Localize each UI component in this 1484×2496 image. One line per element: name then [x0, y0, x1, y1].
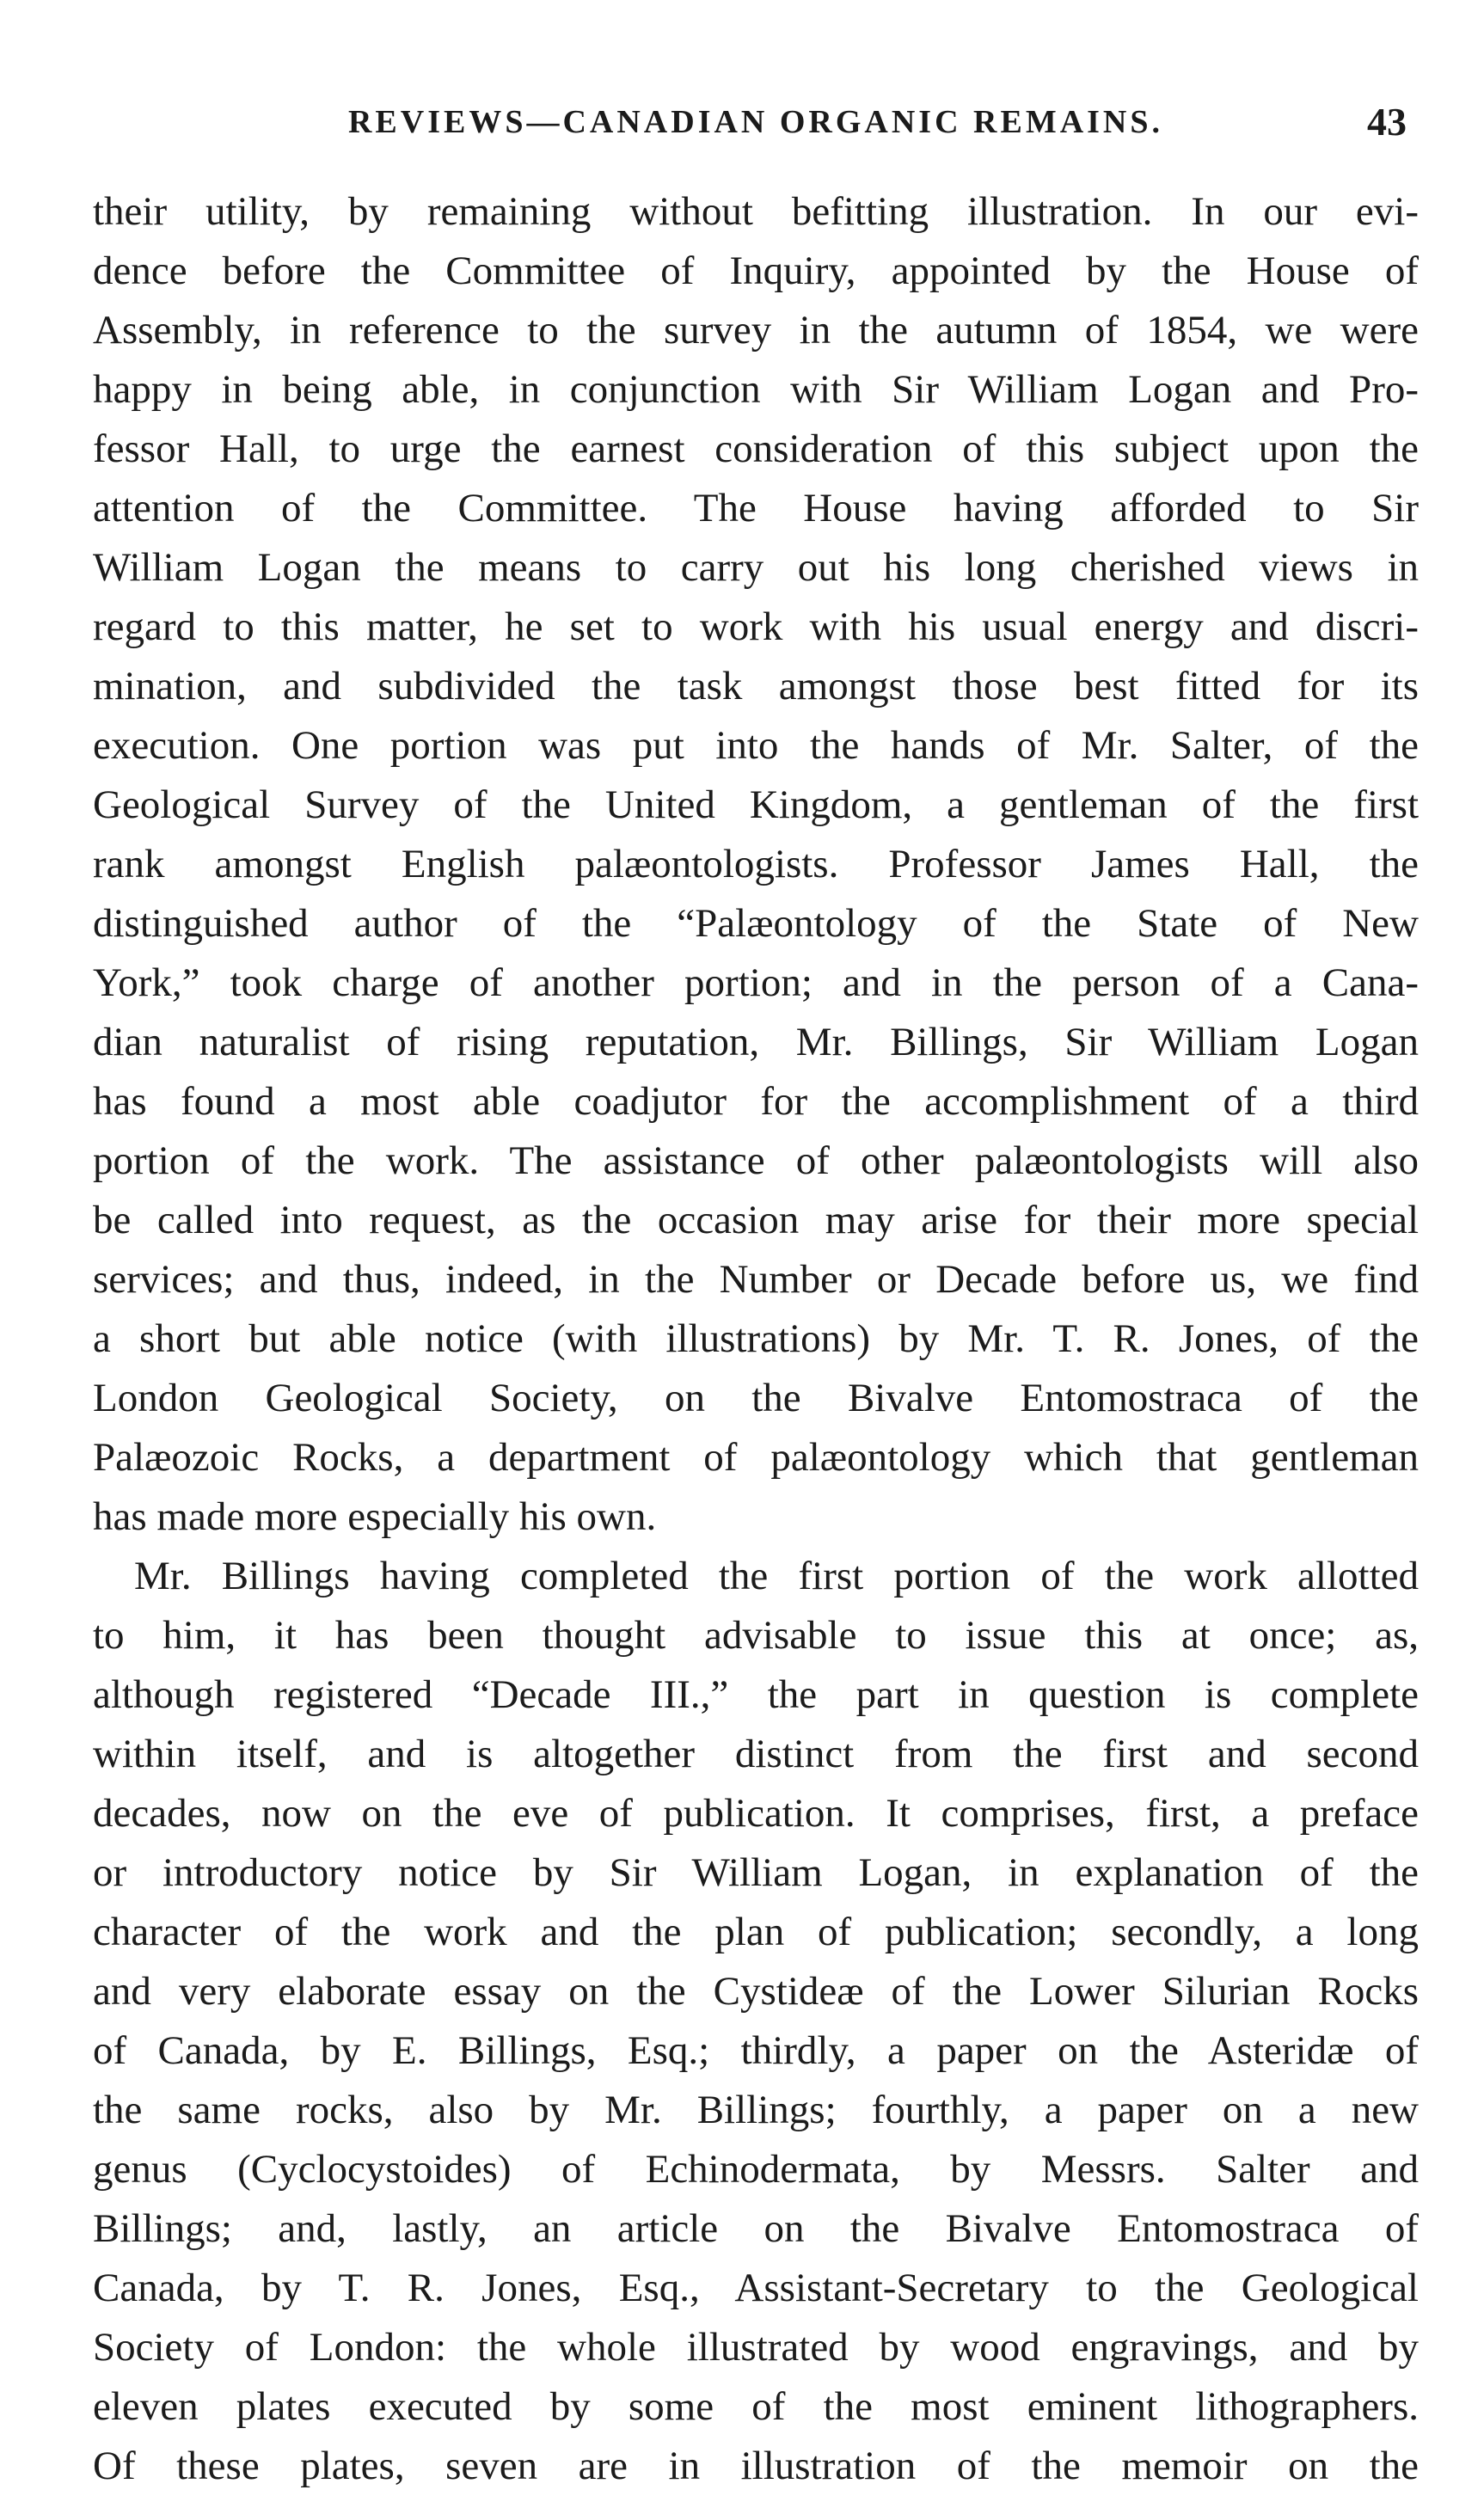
text-line: the same rocks, also by Mr. Billings; fourthly, a paper on a new — [93, 2088, 1419, 2132]
text-line: to him, it has been thought advisable to issue this at once; as, — [93, 1613, 1419, 1658]
text-line: of Canada, by E. Billings, Esq.; thirdly, a paper on the Asteridæ of — [93, 2028, 1419, 2073]
text-line: services; and thus, indeed, in the Number or Decade before us, we find — [93, 1257, 1419, 1302]
text-line: character of the work and the plan of publication; secondly, a long — [93, 1910, 1419, 1954]
text-line: Palæozoic Rocks, a department of palæontology which that gentleman — [93, 1435, 1419, 1480]
text-line: fessor Hall, to urge the earnest consideration of this subject upon the — [93, 426, 1419, 471]
text-line: London Geological Society, on the Bivalve Entomostraca of the — [93, 1376, 1419, 1420]
text-line: dence before the Committee of Inquiry, appointed by the House of — [93, 248, 1419, 293]
text-line: Of these plates, seven are in illustration of the memoir on the — [93, 2444, 1419, 2488]
text-line: has made more especially his own. — [93, 1494, 657, 1539]
paragraph — [93, 1547, 1419, 2496]
text-line: attention of the Committee. The House having afforded to Sir — [93, 486, 1419, 530]
text-line: and very elaborate essay on the Cystideæ of the Lower Silurian Rocks — [93, 1969, 1419, 2014]
running-title: REVIEWS—CANADIAN ORGANIC REMAINS. — [347, 104, 1164, 140]
text-line: has found a most able coadjutor for the accomplishment of a third — [93, 1079, 1419, 1124]
text-line: William Logan the means to carry out his long cherished views in — [93, 545, 1419, 590]
text-line: within itself, and is altogether distinct from the first and second — [93, 1732, 1419, 1776]
text-line: execution. One portion was put into the hands of Mr. Salter, of the — [93, 723, 1419, 768]
running-head — [93, 96, 1419, 148]
text-line: Assembly, in reference to the survey in the autumn of 1854, we were — [93, 308, 1419, 353]
text-line: distinguished author of the “Palæontology of the State of New — [93, 901, 1419, 946]
text-line: Geological Survey of the United Kingdom, a gentleman of the first — [93, 782, 1419, 827]
text-line: Society of London: the whole illustrated by wood engravings, and by — [93, 2325, 1419, 2370]
text-line: decades, now on the eve of publication. It comprises, first, a preface — [93, 1791, 1419, 1836]
text-line: Billings; and, lastly, an article on the Bivalve Entomostraca of — [93, 2206, 1419, 2251]
text-line: mination, and subdivided the task amongst those best fitted for its — [93, 664, 1419, 708]
text-line: genus (Cyclocystoides) of Echinodermata, by Messrs. Salter and — [93, 2147, 1419, 2192]
text-line: dian naturalist of rising reputation, Mr. Billings, Sir William Logan — [93, 1020, 1419, 1064]
text-line: or introductory notice by Sir William Logan, in explanation of the — [93, 1850, 1419, 1895]
text-line: portion of the work. The assistance of other palæontologists will also — [93, 1138, 1419, 1183]
text-line: their utility, by remaining without befitting illustration. In our evi- — [93, 189, 1419, 234]
text-line: regard to this matter, he set to work with his usual energy and discri- — [93, 604, 1419, 649]
text-line: rank amongst English palæontologists. Professor James Hall, the — [93, 842, 1419, 886]
paragraph — [93, 182, 1419, 1547]
text-line: although registered “Decade III.,” the part in question is complete — [93, 1672, 1419, 1717]
text-line: a short but able notice (with illustrations) by Mr. T. R. Jones, of the — [93, 1316, 1419, 1361]
text-line: happy in being able, in conjunction with Sir William Logan and Pro- — [93, 367, 1419, 412]
page-number: 43 — [1367, 100, 1407, 144]
text-line: York,” took charge of another portion; and in the person of a Cana- — [93, 960, 1419, 1005]
text-line: Canada, by T. R. Jones, Esq., Assistant-Secretary to the Geological — [93, 2266, 1419, 2310]
body-text — [93, 182, 1419, 2496]
text-line: eleven plates executed by some of the most eminent lithographers. — [93, 2384, 1419, 2429]
text-line: Mr. Billings having completed the first portion of the work allotted — [134, 1554, 1419, 1598]
text-line: be called into request, as the occasion may arise for their more special — [93, 1198, 1419, 1242]
